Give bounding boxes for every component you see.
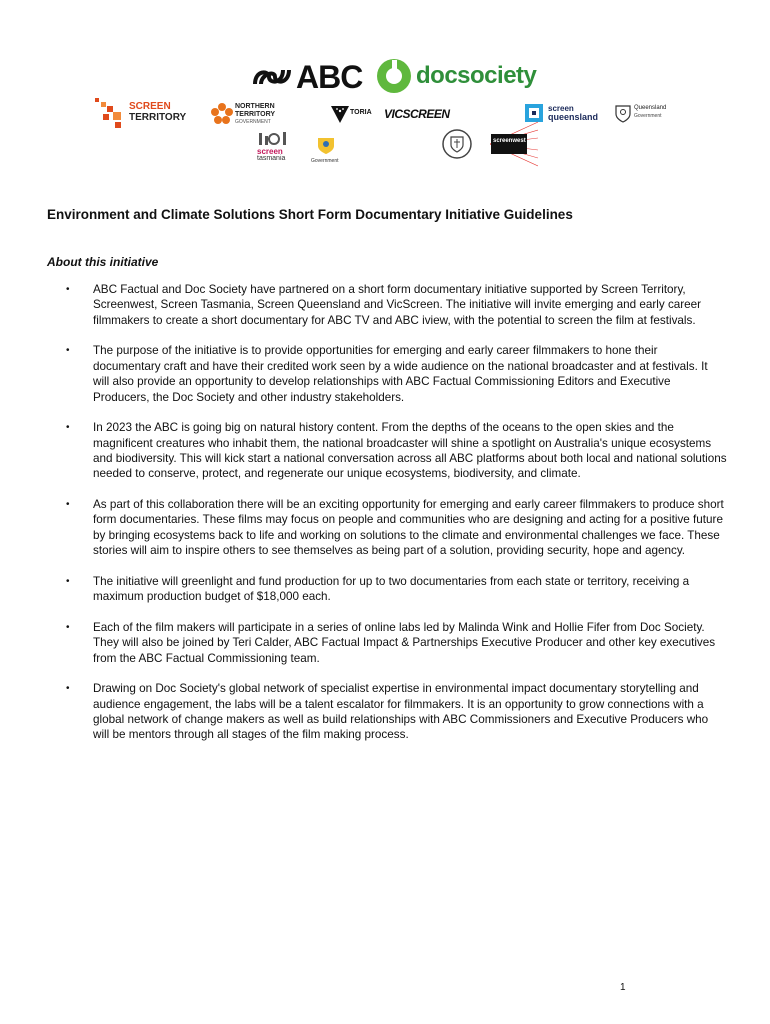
list-item [47, 681, 727, 743]
queensland-government-logo [614, 102, 676, 124]
list-item [47, 343, 727, 405]
tasmania-word2: tasmania [257, 155, 286, 162]
list-item-text: Each of the film makers will participate in a series of online labs led by Malinda Wink and Hollie Fifer from Doc Society. They will also be joined by Teri Calder, ABC Factual Impact & Partnerships Executive Producer and other key executives from the ABC Factual Commissioning team. [93, 620, 716, 665]
screenwest-rays-icon [490, 120, 538, 168]
nt-flower-icon [210, 102, 234, 126]
victoria-triangle-icon [330, 104, 350, 124]
queensland-gov-word2: Government [634, 113, 662, 119]
screen-queensland-word2: queensland [548, 112, 599, 122]
screen-tasmania-logo [255, 130, 355, 166]
bullet-icon: • [66, 284, 70, 295]
tasmania-word1: screen [257, 147, 283, 156]
docsociety-logo [376, 58, 536, 94]
bullet-icon: • [66, 621, 70, 633]
list-item [47, 420, 727, 482]
screenwest-wordmark: screenwest [493, 138, 526, 144]
screen-territory-word2: TERRITORY [129, 112, 187, 123]
abc-wordmark: ABC [296, 59, 363, 95]
docsociety-wordmark: docsociety [416, 62, 537, 89]
queensland-gov-word1: Queensland [634, 105, 667, 111]
bullet-list [47, 282, 727, 758]
bullet-icon: • [66, 683, 70, 695]
list-item-text: Drawing on Doc Society's global network of specialist expertise in environmental impact documentary storytelling and audience engagement, the labs will be a talent escalator for filmmakers. It is an opportunity to grow connections with a global network of change makers as well as build relationships with ABC Commissioners and Executive Producers who will be mentors through all stages of the film making process. [93, 682, 709, 742]
victoria-logo [330, 104, 375, 126]
northern-territory-logo [210, 100, 290, 130]
abc-lissajous-icon [252, 64, 292, 90]
list-item-text: The initiative will greenlight and fund production for up to two documentaries from each state or territory, receiving a maximum production budget of $18,000 each. [93, 574, 690, 604]
nt-word1: NORTHERN [235, 103, 275, 110]
list-item [47, 620, 727, 666]
screen-territory-logo [93, 96, 193, 130]
screenwest-logo [490, 120, 538, 168]
bullet-icon: • [66, 575, 70, 587]
wa-crest-icon [440, 128, 474, 160]
nt-word3: GOVERNMENT [235, 119, 271, 125]
list-item [47, 574, 727, 605]
victoria-wordmark: TORIA [350, 109, 372, 116]
abc-logo [252, 60, 362, 94]
document-title: Environment and Climate Solutions Short Form Documentary Initiative Guidelines [47, 207, 573, 222]
bullet-icon: • [66, 345, 70, 357]
list-item-text: ABC Factual and Doc Society have partnered on a short form documentary initiative supported by Screen Territory, Screenwest, Screen Tasmania, Screen Queensland and VicScreen. The initiative will invite emerging and early career filmmakers to create a short documentary for ABC TV and ABC iview, with the potential to screen the film at festivals. [93, 283, 702, 327]
wa-government-crest [440, 128, 474, 160]
bullet-icon: • [66, 499, 70, 511]
vicscreen-logo: VICSCREEN [384, 107, 450, 121]
list-item [47, 282, 727, 328]
screen-queensland-word1: screen [548, 104, 574, 113]
docsociety-circle-icon [376, 58, 412, 94]
page-number: 1 [620, 982, 626, 993]
nt-word2: TERRITORY [235, 111, 276, 118]
section-heading: About this initiative [47, 255, 159, 269]
tasmania-word3: Government [311, 158, 339, 164]
screen-territory-pixels-icon [93, 96, 127, 130]
list-item-text: As part of this collaboration there will be an exciting opportunity for emerging and early career filmmakers to produce short form documentaries. These films may focus on people and communities who are designing and acting for a positive future by bringing ecosystems back to life and working on solutions to the climate and environmental challenges we face. These stories will aim to inspire others to see themselves as being part of a solution, providing security, hope and agency. [93, 498, 724, 558]
screen-tasmania-mark-icon [257, 130, 291, 146]
screen-territory-word1: SCREEN [129, 101, 171, 112]
list-item-text: The purpose of the initiative is to provide opportunities for emerging and early career filmmakers to hone their documentary craft and have their credited work seen by a wide audience on the national broadcaster and at festivals. It will also provide an opportunity to develop relationships with ABC Factual Commissioning Editors and Executive Producers, the Doc Society and other industry stakeholders. [93, 344, 708, 404]
tasmania-gov-crest-icon [315, 134, 337, 156]
list-item-text: In 2023 the ABC is going big on natural history content. From the depths of the oceans to the open skies and the magnificent creatures who inhabit them, the national broadcaster will shine a spotlight on Australia's unique ecosystems and biodiversity. This will kick start a national conversation across all ABC platforms about both local and national solutions needed to conserve, protect, and regenerate our unique ecosystems, biodiversity, and climate. [93, 421, 727, 481]
queensland-crest-icon [614, 103, 632, 123]
list-item [47, 497, 727, 559]
bullet-icon: • [66, 422, 70, 434]
